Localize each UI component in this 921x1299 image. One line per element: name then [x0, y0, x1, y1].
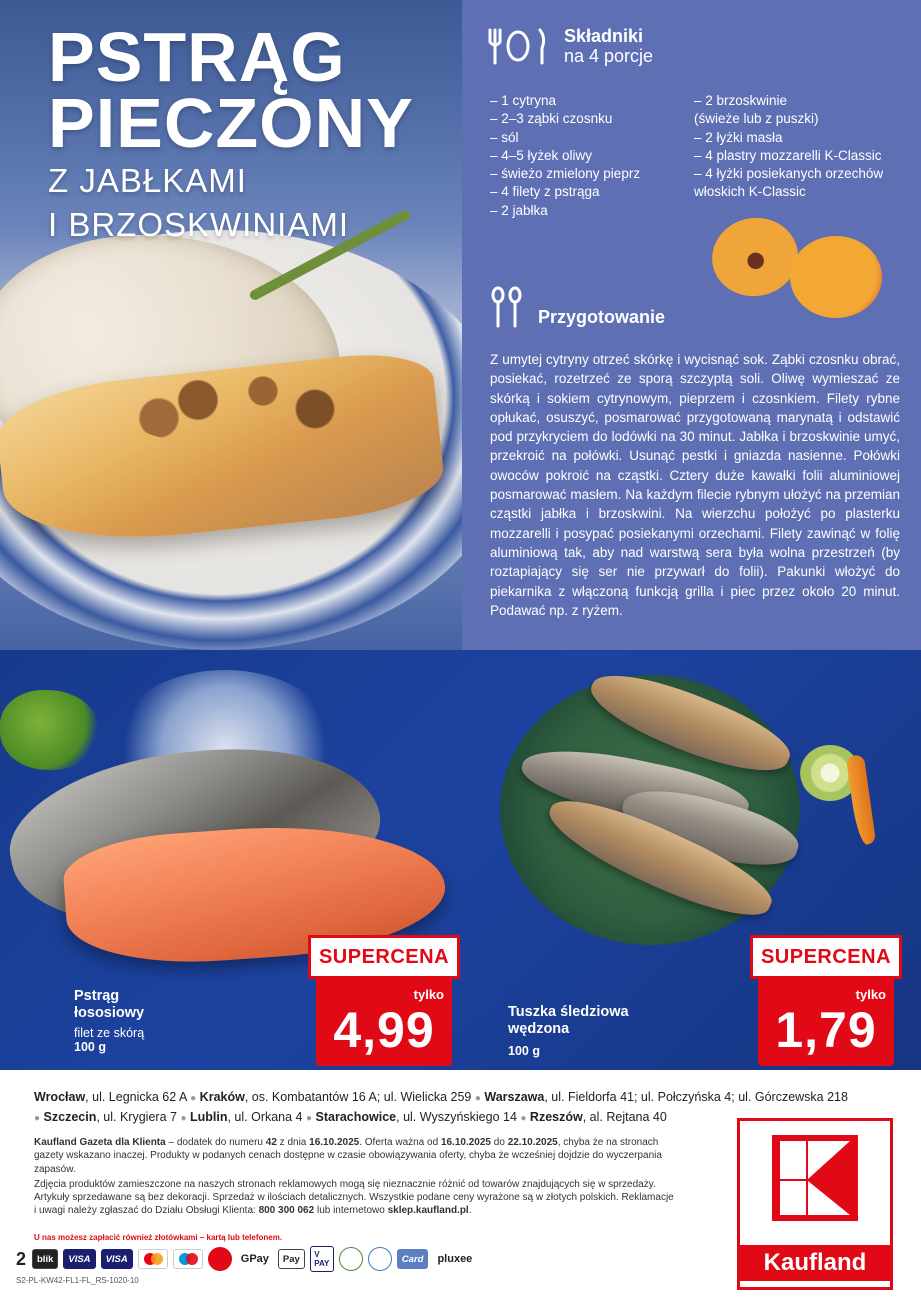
- price-box-trout: [316, 943, 452, 1066]
- ingredient-item: – 2–3 ząbki czosnku: [490, 110, 680, 128]
- offer-to-date: 22.10.2025: [507, 1137, 558, 1148]
- apple-pay-label: Pay: [282, 1253, 300, 1265]
- card-icon: Card: [397, 1249, 429, 1269]
- spoons-icon: [490, 286, 524, 328]
- bullet-icon: ●: [190, 1093, 197, 1104]
- store-address: ul. Fieldorfa 41; ul. Połczyńska 4; ul. Górczewska 218: [551, 1090, 848, 1104]
- ingredients-heading: [486, 26, 653, 66]
- product-name-herring: [508, 1004, 629, 1038]
- issue-number: 42: [265, 1137, 277, 1148]
- store-city: Warszawa: [484, 1090, 545, 1104]
- store-city: Szczecin: [43, 1110, 97, 1124]
- product-weight: 100 g: [508, 1044, 540, 1058]
- subtitle-line-1: Z JABŁKAMI: [48, 162, 247, 199]
- ingredient-item: – 4 łyżki posiekanych orzechów: [694, 165, 904, 183]
- page-number: 2: [16, 1248, 27, 1269]
- parsley: [0, 690, 100, 770]
- preparation-heading: [490, 286, 665, 328]
- product-name-line: Pstrąg: [74, 988, 120, 1004]
- product-name-trout: [74, 988, 144, 1022]
- product-desc: filet ze skórą: [74, 1026, 145, 1040]
- bullet-icon: ●: [306, 1113, 313, 1124]
- issue-date: 16.10.2025: [309, 1137, 360, 1148]
- ingredient-item: – 1 cytryna: [490, 92, 680, 110]
- visa-electron-icon: VISA: [101, 1249, 133, 1269]
- preparation-title: Przygotowanie: [538, 307, 666, 327]
- kaufland-logo: [737, 1118, 893, 1290]
- store-list: Wrocław, ul. Legnicka 62 A ● Kraków, os. Kombatantów 16 A; ul. Wielicka 259 ● Warszawa, ul. Fieldorfa 41; ul. Połczyńska 4; ul. Górczewska 218 ● Szczecin, ul. Krygiera 7 ● Lublin, ul. Orkana 4 ● Starachowice, ul. Wyszyńskiego 14 ● Rzeszów, al. Rejtana 40: [34, 1090, 848, 1124]
- shop-link[interactable]: sklep.kaufland.pl: [387, 1205, 469, 1217]
- bullet-icon: ●: [180, 1113, 187, 1124]
- legal-fragment: z dnia: [276, 1137, 310, 1148]
- ingredient-item-continued: (świeże lub z puszki): [694, 111, 819, 127]
- bullet-icon: ●: [34, 1113, 41, 1124]
- payment-seal-icon: [208, 1247, 232, 1271]
- supercena-badge: SUPERCENA: [308, 935, 460, 979]
- price-value: 1,79: [775, 1002, 877, 1058]
- legal-fragment: Zdjęcia produktów zamieszczone na naszych stronach reklamowych mogą się nieznacznie różnić od towarów znajdujących się w sprzedaży. Artykuły sprzedawane są bez dekoracji. Sprzedaż w ilościach detalicznych. Wszystkie podane ceny wyrażone są w złotych polskich. Reklamacje i uwagi należy zgłaszać do Działu Obsługi Klienta:: [34, 1178, 674, 1217]
- ingredient-item: – 2 łyżki masła: [694, 129, 904, 147]
- price-prefix: tylko: [413, 987, 444, 1002]
- visa-icon: VISA: [63, 1249, 95, 1269]
- vpay-icon: V PAY: [310, 1246, 334, 1272]
- peach-half: [790, 236, 882, 318]
- apple-pay-icon: [278, 1249, 305, 1269]
- ingredients-list-1: [490, 92, 680, 220]
- google-pay-icon: G Pay: [237, 1249, 273, 1269]
- payment-note: U nas możesz zapłacić również złotówkami – kartą lub telefonem.: [34, 1233, 283, 1242]
- store-city: Starachowice: [315, 1110, 397, 1124]
- title-line-2: PIECZONY: [48, 84, 414, 162]
- products-section: [0, 650, 921, 1070]
- supercena-badge: SUPERCENA: [750, 935, 902, 979]
- recipe-title: [48, 18, 414, 244]
- kaufland-wordmark: Kaufland: [740, 1245, 890, 1281]
- ingredients-servings: na 4 porcje: [564, 46, 654, 66]
- legal-fragment: lub internetowo: [314, 1205, 388, 1217]
- ingredient-item: – 2 brzoskwinie: [694, 92, 904, 110]
- preparation-text: Z umytej cytryny otrzeć skórkę i wycisnąć sok. Ząbki czosnku obrać, posiekać, rozetrzeć ze sporą szczyptą soli. Oliwę wymieszać ze skórką i sokiem cytrynowym, pieprzem i czosnkiem. Filety rybne opłukać, osuszyć, posmarować przygotowaną marynatą i odstawić pod przykryciem do lodówki na 30 minut. Jabłka i brzoskwinie umyć, przekroić na połówki. Usunąć pestki i gniazda nasienne. Połówki owoców pokroić na cząstki. Cztery duże kawałki folii aluminiowej posmarować masłem. Na każdym filecie rybnym ułożyć na przemian cząstki jabłka i brzoskwini. Na wierzchu położyć po plasterku mozzarelli i posypać posiekanymi orzechami. Filety zawinąć w folię aluminiową tak, aby nad warstwą sera była wolna przestrzeń (by roztapiający się ser nie przywarł do folii). Pakunki włożyć do piekarnika z włączoną funkcją grilla i piec przez około 20 minut. Podawać np. z ryżem.: [490, 352, 900, 618]
- product-name-line: wędzona: [508, 1021, 570, 1037]
- title-line-1: PSTRĄG: [48, 18, 346, 96]
- store-address: ul. Wyszyńskiego 14: [403, 1110, 517, 1124]
- recipe-panel: [462, 0, 921, 650]
- pluxee-icon: pluxee: [433, 1249, 476, 1269]
- product-name-line: Tuszka śledziowa: [508, 1004, 629, 1020]
- legal-fragment: .: [468, 1205, 472, 1217]
- store-address: ul. Krygiera 7: [103, 1110, 177, 1124]
- ingredient-item: – 4–5 łyżek oliwy: [490, 147, 680, 165]
- store-city: Wrocław: [34, 1090, 86, 1104]
- price-value: 4,99: [333, 1002, 435, 1058]
- product-desc-trout: [74, 1026, 144, 1054]
- carrot: [846, 754, 876, 846]
- legal-disclaimer: [34, 1178, 674, 1218]
- ingredients-list-2: [694, 92, 904, 202]
- kaufland-k-icon: [772, 1135, 858, 1221]
- footer-code: S2-PL-KW42-FL1-FL_RS-1020-10: [16, 1276, 139, 1285]
- store-address: ul. Legnicka 62 A: [92, 1090, 187, 1104]
- bullet-icon: ●: [520, 1113, 527, 1124]
- legal-text: [34, 1136, 674, 1218]
- product-name-line: łososiowy: [74, 1005, 145, 1021]
- legal-fragment: . Oferta ważna od: [359, 1137, 441, 1148]
- price-prefix: tylko: [855, 987, 886, 1002]
- contactless-seal-icon: [368, 1247, 392, 1271]
- store-city: Rzeszów: [529, 1110, 583, 1124]
- ingredient-item: – 4 plastry mozzarelli K-Classic: [694, 147, 904, 165]
- bullet-icon: ●: [474, 1093, 481, 1104]
- store-address: ul. Orkana 4: [234, 1110, 303, 1124]
- ingredients-title: Składniki: [564, 26, 644, 46]
- legal-fragment: , chyba że na stronach gazety wskazano inaczej. Produkty w podanych cenach dostępne w czasie obowiązywania oferty, chyba że wcześniej dojdzie do wyczerpania zapasów.: [34, 1137, 662, 1175]
- peach-half-with-pit: [706, 211, 804, 303]
- product-desc-herring: [508, 1044, 540, 1058]
- eco-seal-icon: [339, 1247, 363, 1271]
- ingredient-item: – 2 jabłka: [490, 202, 680, 220]
- store-address: al. Rejtana 40: [589, 1110, 667, 1124]
- legal-lead: Kaufland Gazeta dla Klienta: [34, 1137, 166, 1148]
- cutlery-icon: [486, 26, 550, 66]
- legal-fragment: do: [491, 1137, 508, 1148]
- price-box-herring: [758, 943, 894, 1066]
- ingredient-item: – 4 filety z pstrąga: [490, 183, 680, 201]
- google-pay-label: Pay: [249, 1253, 269, 1265]
- maestro-icon: [173, 1249, 203, 1269]
- blik-icon: blik: [32, 1249, 58, 1269]
- payment-methods: [16, 1246, 481, 1272]
- product-weight: 100 g: [74, 1040, 106, 1054]
- mastercard-icon: [138, 1249, 168, 1269]
- subtitle-line-2: I BRZOSKWINIAMI: [48, 206, 350, 243]
- legal-fragment: – dodatek do numeru: [165, 1137, 266, 1148]
- ingredient-item: – świeżo zmielony pieprz: [490, 165, 680, 183]
- store-city: Lublin: [189, 1110, 228, 1124]
- customer-phone: 800 300 062: [258, 1205, 315, 1217]
- store-address: os. Kombatantów 16 A; ul. Wielicka 259: [251, 1090, 472, 1104]
- store-city: Kraków: [199, 1090, 245, 1104]
- legal-offer: [34, 1136, 674, 1176]
- ingredient-item-continued: włoskich K-Classic: [694, 184, 806, 200]
- offer-from-date: 16.10.2025: [440, 1137, 491, 1148]
- ingredient-item: – sól: [490, 129, 680, 147]
- walnuts: [120, 355, 380, 445]
